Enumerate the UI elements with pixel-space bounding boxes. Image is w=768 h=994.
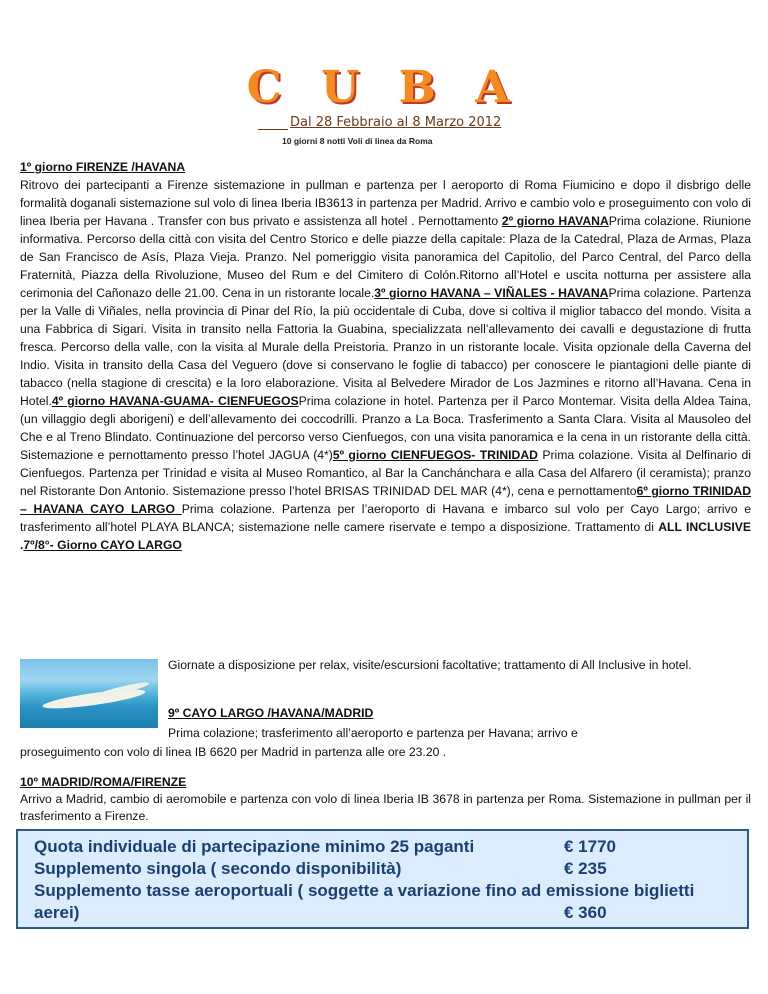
beach-photo bbox=[20, 659, 158, 728]
singola-value: € 235 bbox=[564, 859, 607, 878]
day7-text: Giornate a disposizione per relax, visite/escursioni facoltative; trattamento di All Inclusive in hotel. bbox=[168, 658, 692, 672]
quota-label: Quota individuale di partecipazione minimo 25 paganti bbox=[34, 837, 475, 856]
day6-text: Prima colazione. Partenza per l’aeroporto di Havana e imbarco sul volo per Cayo Largo; arrivo e trasferimento all’hotel PLAYA BLANCA; sistemazione nelle camere riservate e tempo a disposizione. Trattamento di bbox=[20, 502, 751, 534]
day3-text: Prima colazione. Partenza per la Valle di Viñales, nella provincia di Pinar del Río, la più occidentale di Cuba, dove si coltiva il miglior tabacco del mondo. Visita a una Fabbrica di Sigari. Visita in transito nella Fattoria la Guabina, specializzata nell’allevamento dei cavalli e degustazione di frutta fresca. Percorso della valle, con la visita al Murale della Preistoria. Pranzo in un ristorante locale. Visita opzionale della Caverna del Indio. Visita in transito della Casa del Veguero (dove si conservano le foglie di tabacco) per conoscere le piantagioni delle piante di tabacco (nella stagione di crescita) e la loro elaborazione. Visita al Belvedere Mirador de Los Jazmines e ritorno all’Havana. Cena in Hotel. bbox=[20, 286, 751, 408]
day6-heading: 6º giorno TRINIDAD – HAVANA CAYO LARGO bbox=[20, 484, 752, 516]
day2-text: Prima colazione. Riunione informativa. Percorso della città con visita del Centro Storico e delle piazze della capitale: Plaza de la Catedral, Plaza de Armas, Plaza de San Francisco de Asís, Plaza Vieja. Pranzo. Nel pomeriggio visita panoramica del Capitolio, del Parco Central, del Parco della Fraternità, Piazza della Rivoluzione, Museo del Rum e del Cimitero di Colón.Ritorno all’Hotel e uscita notturna per assistere alla cerimonia del Cañonazo delle 21.00. Cena in un ristorante locale. bbox=[20, 214, 751, 300]
day4-text: Prima colazione in hotel. Partenza per il Parco Montemar. Visita della Aldea Taina, (un villaggio degli aborigeni) e dell’allevamento dei coccodrilli. Pranzo a La Boca. Trasferimento a Santa Clara. Visita al Mausoleo del Che e al Treno Blindato. Continuazione del percorso verso Cienfuegos, con una visita panoramica e la cena in un ristorante della città. Sistemazione e pernottamento presso l’hotel JAGUA (4*) bbox=[20, 394, 751, 462]
tasse-label-2: aerei) bbox=[34, 903, 80, 922]
itinerary-text bbox=[20, 158, 751, 554]
trip-note: 10 giorni 8 notti Voli di linea da Roma bbox=[282, 136, 433, 146]
day9-text bbox=[20, 724, 751, 762]
day9-heading: 9º CAYO LARGO /HAVANA/MADRID bbox=[168, 706, 374, 720]
day1-heading: 1º giorno FIRENZE /HAVANA bbox=[20, 160, 186, 174]
day4-heading: 4º giorno HAVANA-GUAMA- CIENFUEGOS bbox=[51, 394, 299, 408]
day7-heading: 7º/8°- Giorno CAYO LARGO bbox=[23, 538, 182, 552]
trip-dates-text: Dal 28 Febbraio al 8 Marzo 2012 bbox=[290, 115, 502, 130]
day9-line1: Prima colazione; trasferimento all’aeroporto e partenza per Havana; arrivo e bbox=[168, 726, 578, 740]
day1-text: Ritrovo dei partecipanti a Firenze sistemazione in pullman e partenza per l aeroporto di Roma Fiumicino e dopo il disbrigo delle formalità doganali sistemazione sul volo di linea Iberia IB3613 in partenza per Madrid. Arrivo e cambio volo e proseguimento con volo di linea Iberia per Havana . Transfer con bus privato e assistenza all hotel . Pernottamento bbox=[20, 178, 751, 228]
day10-section bbox=[20, 774, 751, 825]
day5-heading: 5º giorno CIENFUEGOS- TRINIDAD bbox=[332, 448, 538, 462]
day9-line2: proseguimento con volo di linea IB 6620 per Madrid in partenza alle ore 23.20 . bbox=[20, 745, 447, 759]
singola-label: Supplemento singola ( secondo disponibilità) bbox=[34, 859, 402, 878]
pricing-box bbox=[16, 829, 749, 929]
all-inclusive-label: ALL INCLUSIVE bbox=[658, 520, 751, 534]
day2-heading: 2º giorno HAVANA bbox=[501, 214, 609, 228]
day5-text: Prima colazione. Visita al Delfinario di Cienfuegos. Partenza per Trinidad e visita al Museo Romantico, al Bar la Canchánchara e alla Casa del Alfarero (il ceramista); pranzo nel Ristorante Don Antonio. Sistemazione presso l’hotel BRISAS TRINIDAD DEL MAR (4*), cena e pernottamento bbox=[20, 448, 751, 498]
page-title: C U B A bbox=[246, 62, 522, 113]
day10-text: Arrivo a Madrid, cambio di aeromobile e partenza con volo di linea Iberia IB 3678 in partenza per Roma. Sistemazione in pullman per il trasferimento a Firenze. bbox=[20, 792, 751, 823]
trip-dates bbox=[258, 115, 501, 130]
tasse-value: € 360 bbox=[564, 903, 607, 922]
day3-heading: 3º giorno HAVANA – VIÑALES - HAVANA bbox=[374, 286, 609, 300]
day10-heading: 10º MADRID/ROMA/FIRENZE bbox=[20, 775, 187, 789]
day6-separator: . bbox=[20, 538, 24, 552]
tasse-label: Supplemento tasse aeroportuali ( soggette a variazione fino ad emissione biglietti bbox=[34, 881, 695, 900]
quota-value: € 1770 bbox=[564, 837, 616, 856]
